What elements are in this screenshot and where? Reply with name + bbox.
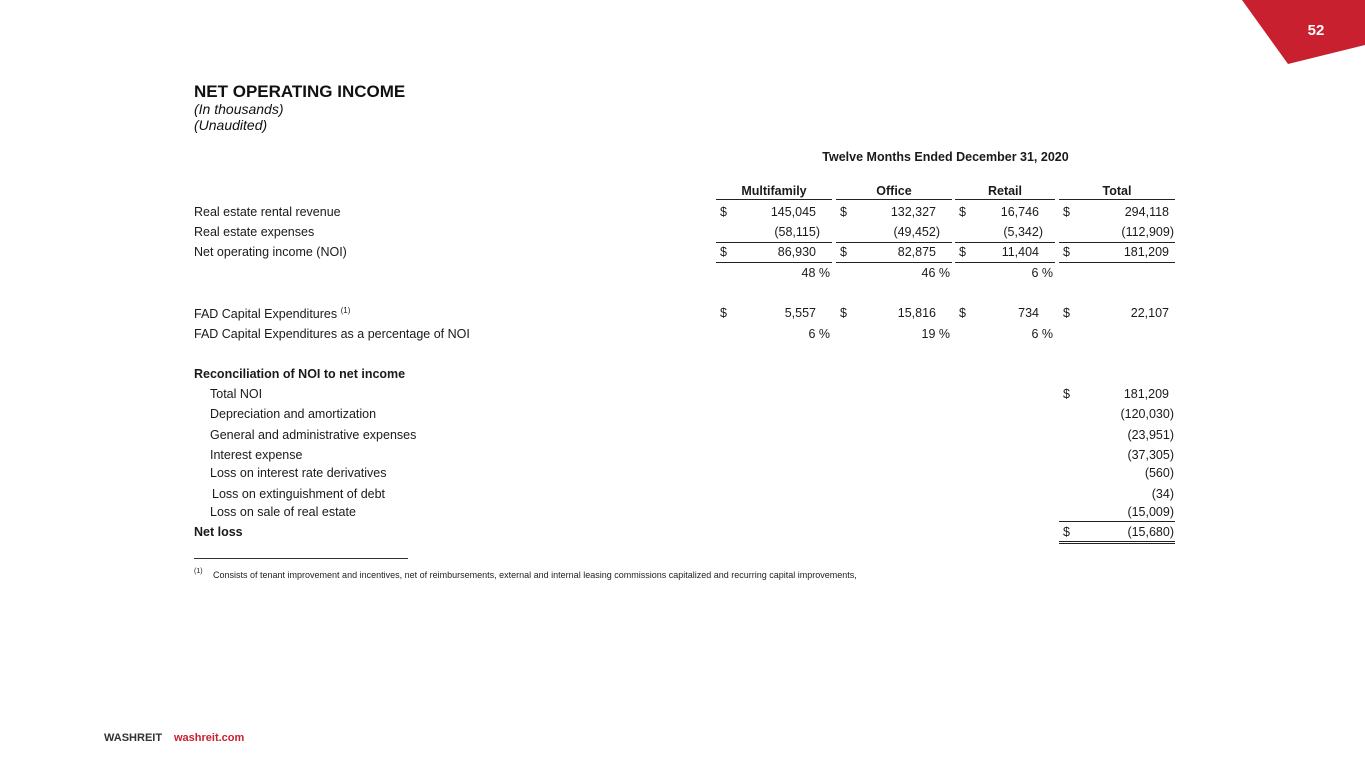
row-label: Depreciation and amortization [210, 407, 377, 421]
cell-value: (15,009) [1127, 505, 1174, 519]
double-underline [1059, 543, 1175, 544]
cell-value: (560) [1144, 466, 1174, 480]
col-header-office: Office [836, 184, 952, 200]
page-title: NET OPERATING INCOME [194, 82, 406, 101]
underline [955, 242, 1055, 243]
row-label: Loss on extinguishment of debt [212, 487, 386, 501]
cell-value: 132,327 [890, 205, 936, 219]
footnote-ref: (1) [340, 306, 351, 315]
row-label: Net operating income (NOI) [194, 245, 347, 259]
section-heading-row [0, 367, 1365, 385]
row-label-text: FAD Capital Expenditures [194, 307, 338, 322]
row-label: Real estate expenses [194, 225, 315, 239]
currency-sign: $ [1063, 525, 1070, 539]
row-label [194, 306, 350, 321]
col-header-retail: Retail [955, 184, 1055, 200]
col-header-multifamily: Multifamily [716, 184, 832, 200]
currency-sign: $ [1063, 387, 1070, 401]
period-heading: Twelve Months Ended December 31, 2020 [822, 150, 1069, 164]
net-loss-label: Net loss [194, 525, 243, 539]
cell-value: 734 [1018, 306, 1039, 320]
cell-value: 82,875 [897, 245, 936, 259]
table-row [0, 205, 1365, 223]
currency-sign: $ [840, 205, 847, 219]
cell-value: (120,030) [1120, 407, 1174, 421]
table-row [0, 448, 1365, 466]
table-row [0, 407, 1365, 425]
table-row [0, 428, 1365, 446]
cell-value: (49,452) [893, 225, 940, 239]
table-row [0, 327, 1365, 345]
cell-value: 6 % [1031, 327, 1053, 341]
cell-value: (5,342) [1003, 225, 1043, 239]
cell-value: 145,045 [770, 205, 816, 219]
table-row [0, 266, 1365, 284]
reconciliation-heading: Reconciliation of NOI to net income [194, 367, 406, 381]
currency-sign: $ [1063, 245, 1070, 259]
currency-sign: $ [720, 205, 727, 219]
cell-value: (58,115) [774, 225, 820, 239]
row-label: Interest expense [210, 448, 303, 462]
cell-value: (112,909) [1121, 225, 1174, 239]
cell-value: 294,118 [1124, 205, 1169, 219]
underline [716, 262, 832, 263]
cell-value: (34) [1151, 487, 1174, 501]
currency-sign: $ [959, 205, 966, 219]
currency-sign: $ [1063, 205, 1070, 219]
page-number: 52 [1307, 22, 1325, 39]
underline [955, 262, 1055, 263]
subtitle-audit: (Unaudited) [194, 117, 268, 133]
currency-sign: $ [959, 306, 966, 320]
footer-brand: WASHREIT [104, 732, 163, 744]
table-row [0, 387, 1365, 405]
table-row [0, 245, 1365, 263]
corner-accent [0, 0, 1365, 70]
table-row [0, 225, 1365, 243]
cell-value: 19 % [921, 327, 950, 341]
currency-sign: $ [840, 245, 847, 259]
table-row [0, 466, 1365, 484]
underline [1059, 262, 1175, 263]
footnote-divider [194, 558, 408, 559]
currency-sign: $ [1063, 306, 1070, 320]
row-label: Real estate rental revenue [194, 205, 341, 219]
cell-value: 6 % [808, 327, 830, 341]
net-loss-value: (15,680) [1127, 525, 1174, 539]
footer-website-link[interactable]: washreit.com [174, 732, 245, 744]
row-label: Loss on interest rate derivatives [210, 466, 387, 480]
underline [836, 262, 952, 263]
currency-sign: $ [840, 306, 847, 320]
underline [836, 242, 952, 243]
col-header-total: Total [1059, 184, 1175, 200]
cell-value: 16,746 [1000, 205, 1039, 219]
underline [716, 242, 832, 243]
row-label: Loss on sale of real estate [210, 505, 356, 519]
footnote-text: Consists of tenant improvement and incentives, net of reimbursements, external and internal leasing commissions capitalized and recurring capital improvements, [213, 570, 857, 580]
currency-sign: $ [720, 306, 727, 320]
cell-value: 48 % [801, 266, 830, 280]
cell-value: 22,107 [1130, 306, 1169, 320]
row-label: FAD Capital Expenditures as a percentage of NOI [194, 327, 470, 341]
currency-sign: $ [720, 245, 727, 259]
row-label: Total NOI [210, 387, 263, 401]
table-row [0, 306, 1365, 324]
cell-value: 86,930 [777, 245, 816, 259]
subtitle-units: (In thousands) [194, 101, 284, 117]
cell-value: (23,951) [1127, 428, 1174, 442]
cell-value: 11,404 [1001, 245, 1039, 259]
cell-value: 181,209 [1123, 387, 1169, 401]
footnote-mark: (1) [194, 568, 203, 575]
currency-sign: $ [959, 245, 966, 259]
cell-value: 5,557 [784, 306, 816, 320]
double-underline [1059, 541, 1175, 542]
row-label: General and administrative expenses [210, 428, 417, 442]
cell-value: (37,305) [1127, 448, 1174, 462]
table-row [0, 487, 1365, 505]
cell-value: 181,209 [1123, 245, 1169, 259]
cell-value: 46 % [921, 266, 950, 280]
underline [1059, 521, 1175, 522]
underline [1059, 242, 1175, 243]
cell-value: 15,816 [897, 306, 936, 320]
cell-value: 6 % [1031, 266, 1053, 280]
